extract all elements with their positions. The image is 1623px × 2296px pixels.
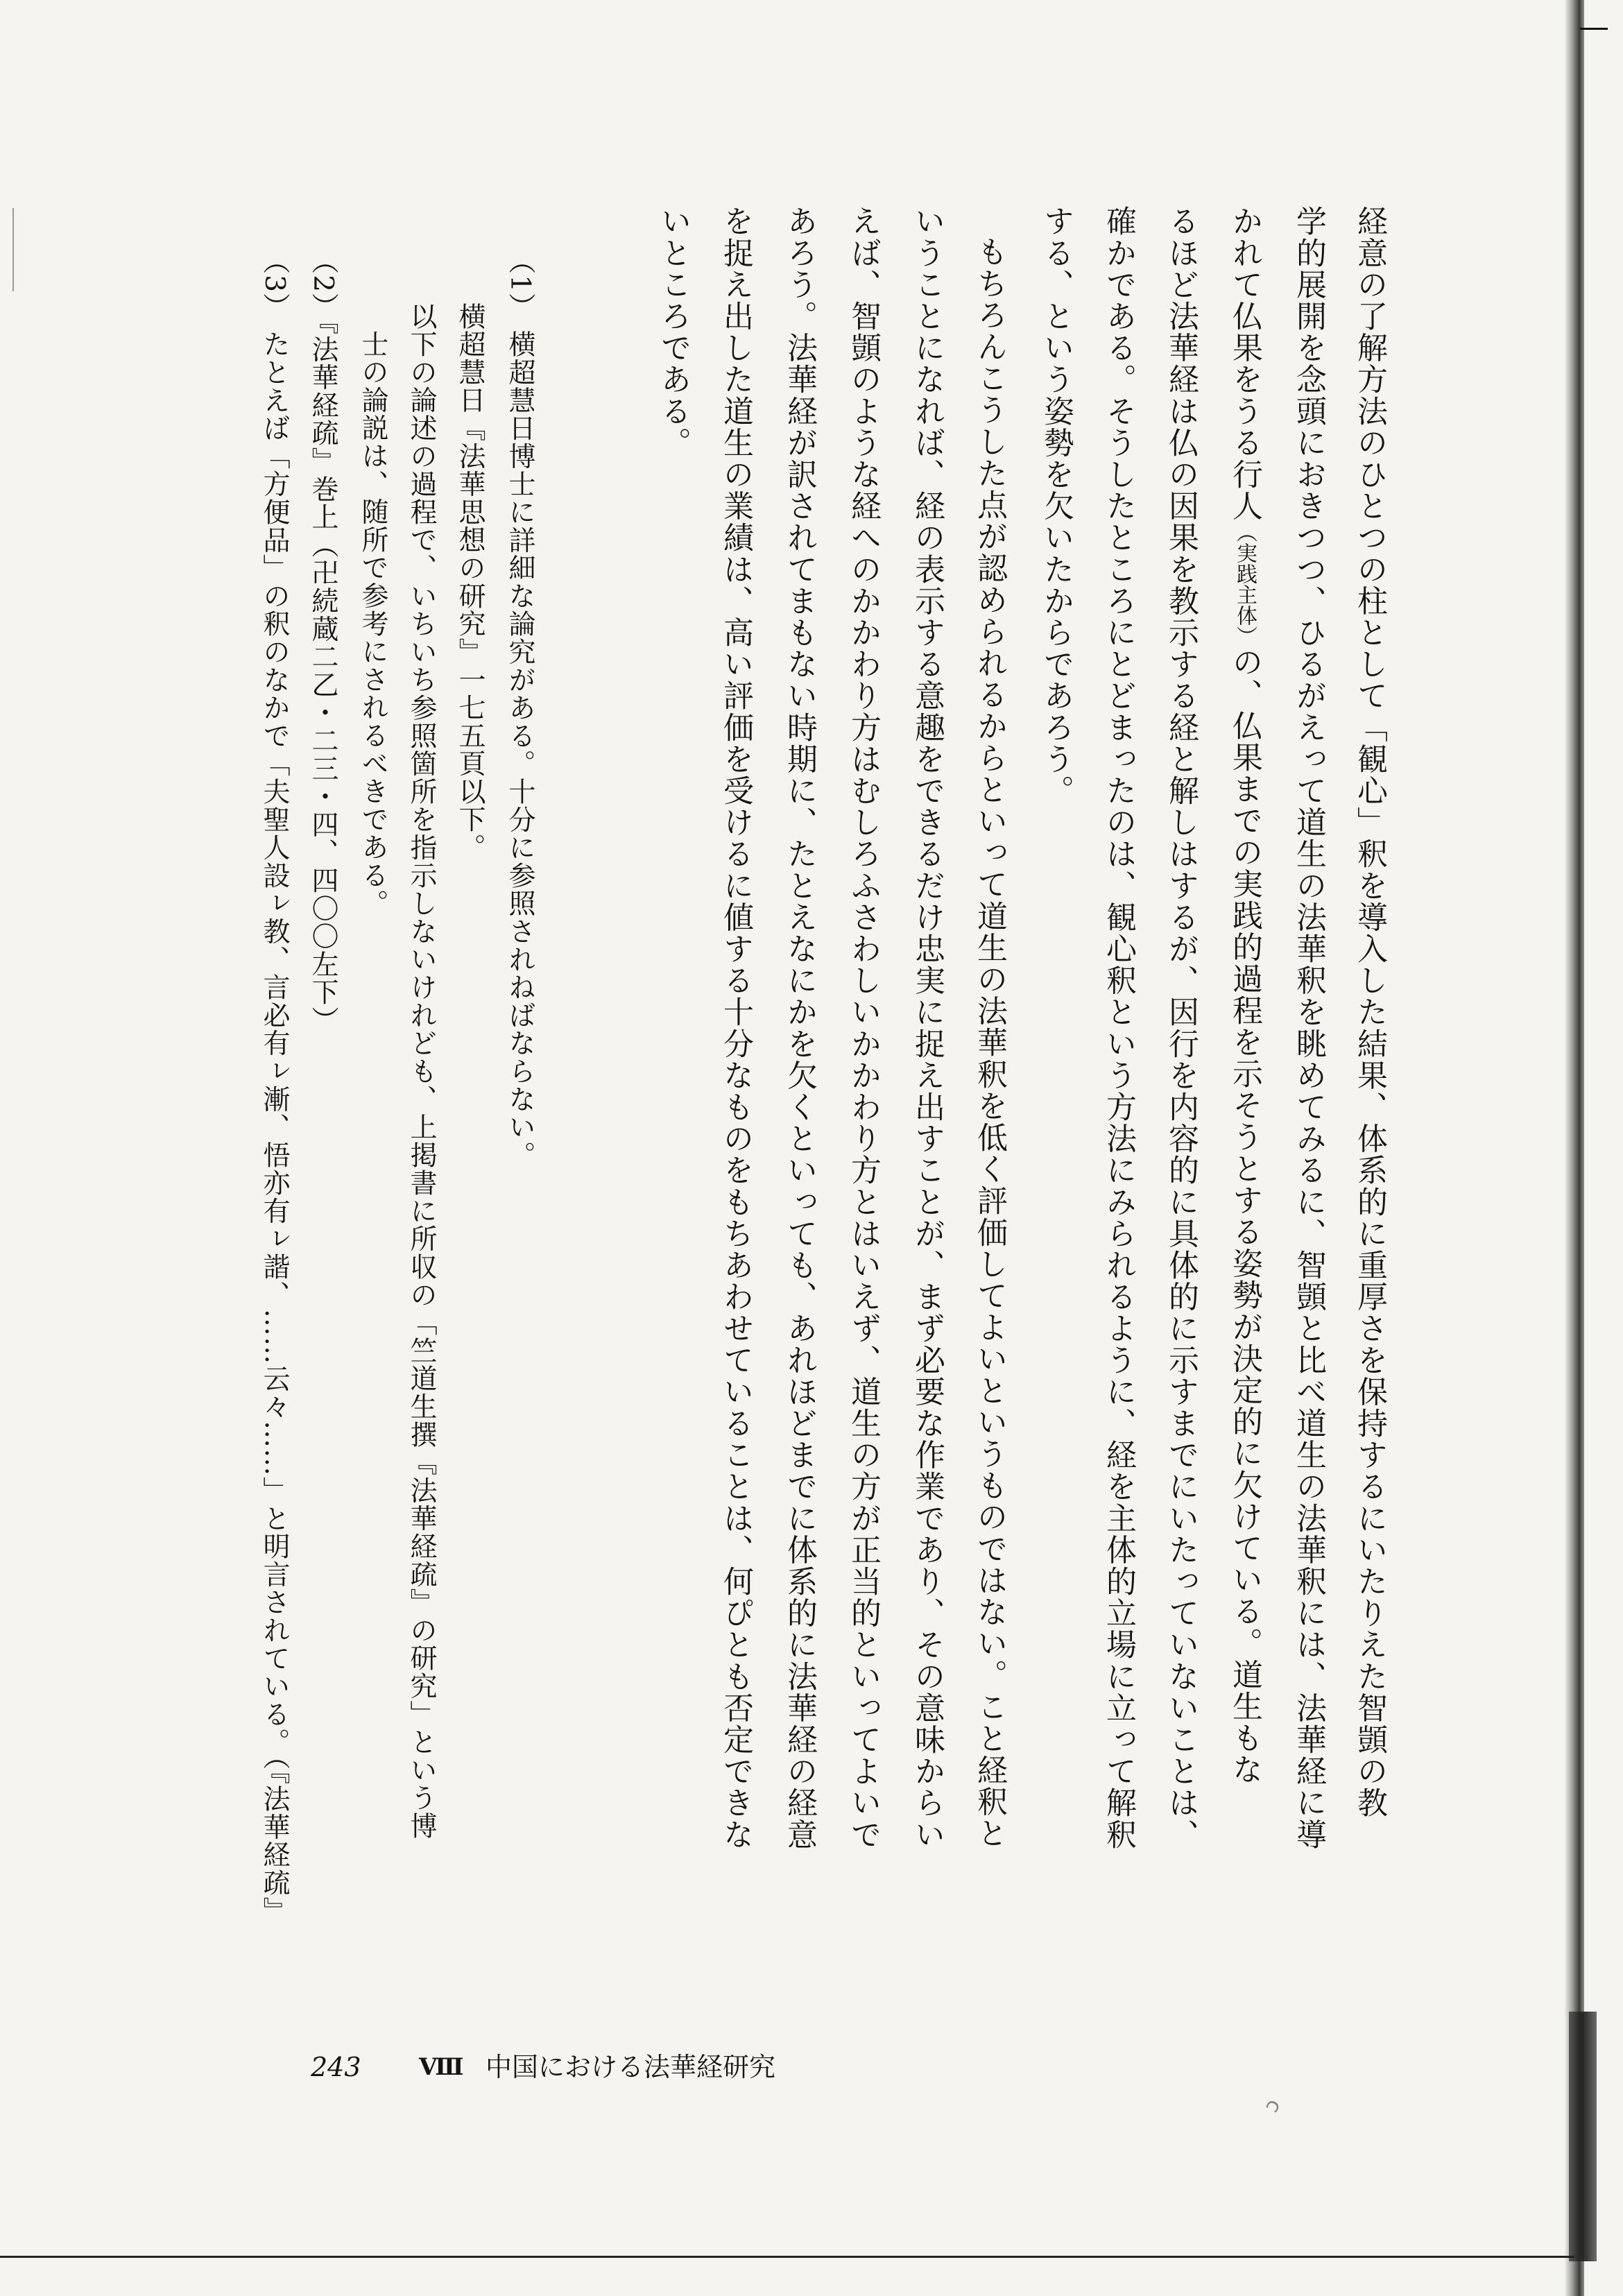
- footnote-1-detail: 以下の論述の過程で、いちいち参照箇所を指示しないけれども、上掲書に所収の「竺道生撰『法華経疏』の研究」という博: [406, 302, 437, 1840]
- body-line-5: 確かである。そうしたところにとどまったのは、観心釈という方法にみられるように、経を主体的立場に立って解釈: [1101, 205, 1136, 1851]
- body-line-12: いところである。: [655, 205, 691, 459]
- body-line-2: 学的展開を念頭におきつつ、ひるがえって道生の法華釈を眺めてみるに、智顗と比べ道生の法華釈には、法華経に導: [1291, 205, 1326, 1851]
- body-line-1: 経意の了解方法のひとつの柱として「観心」釈を導入した結果、体系的に重厚さを保持するにいたりえた智顗の教: [1352, 205, 1387, 1819]
- body-line-4: るほど法華経は仏の因果を教示する経と解しはするが、因行を内容的に具体的に示すまでにいたっていないことは、: [1163, 205, 1199, 1851]
- footnote-1-ref: 横超慧日『法華思想の研究』一七五頁以下。: [454, 302, 486, 862]
- footnote-1-detail-cont: 士の論説は、随所で参考にされるべきである。: [357, 330, 388, 918]
- footnote-2: （2）『法華経疏』巻上（卍続蔵二乙・二三・四、四〇〇左下）: [307, 247, 338, 1035]
- stray-mark: ↄ: [1258, 2094, 1286, 2117]
- chapter-number: Ⅷ: [419, 2053, 464, 2081]
- body-line-3-annotation: （実践主体）: [1233, 522, 1257, 646]
- page-number: 243: [311, 2052, 361, 2082]
- page-edge-shadow: [1565, 0, 1584, 2296]
- running-title: 中国における法華経研究: [486, 2052, 776, 2082]
- body-line-7: もちろんこうした点が認められるからといって道生の法華釈を低く評価してよいというものではない。こと経釈と: [972, 236, 1007, 1849]
- corner-mark: [1580, 28, 1608, 30]
- body-line-3-rest: の、仏果までの実践的過程を示そうとする姿勢が決定的に欠けている。道生もな: [1227, 646, 1262, 1785]
- body-line-3-start: かれて仏果をうる行人: [1227, 205, 1262, 522]
- binding-shadow: [1569, 2012, 1597, 2261]
- body-line-6: する、という姿勢を欠いたからであろう。: [1038, 205, 1074, 807]
- margin-mark: [12, 208, 14, 291]
- body-line-8: いうことになれば、経の表示する意趣をできるだけ忠実に捉え出すことが、まず必要な作業であり、その意味からい: [909, 205, 945, 1851]
- body-line-11: を捉え出した道生の業績は、高い評価を受けるに値する十分なものをもちあわせていることは、何ぴとも否定できな: [718, 205, 753, 1851]
- body-line-10: あろう。法華経が訳されてまもない時期に、たとえなにかを欠くといっても、あれほどまでに体系的に法華経の経意: [782, 205, 817, 1851]
- bottom-edge-line: [0, 2256, 1574, 2258]
- body-line-3: [1229, 205, 1260, 1785]
- body-line-9: えば、智顗のような経へのかかわり方はむしろふさわしいかかわり方とはいえず、道生の方が正当的といってよいで: [845, 205, 881, 1851]
- footnote-1: （1） 横超慧日博士に詳細な論究がある。十分に参照されねばならない。: [504, 247, 535, 1170]
- footnote-3: （3） たとえば「方便品」の釈のなかで「夫聖人設ㇾ教、言必有ㇾ漸、悟亦有ㇾ諧、……云々……」と明言されている。（『法華経疏』: [259, 247, 290, 1925]
